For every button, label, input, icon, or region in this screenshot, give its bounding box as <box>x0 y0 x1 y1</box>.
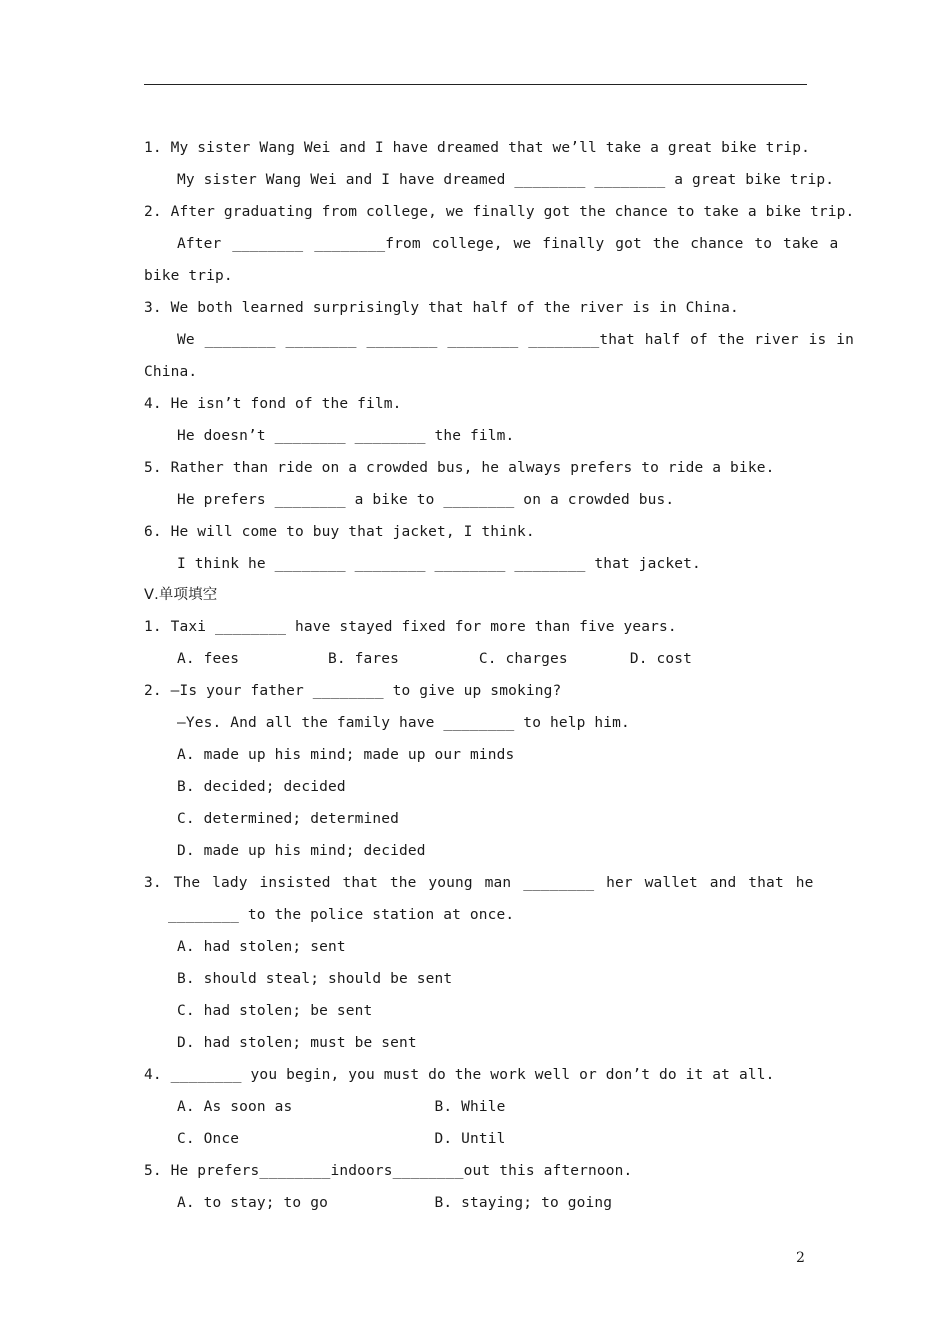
option-line: B. should steal; should be sent <box>177 971 453 987</box>
text-line: He prefers ________ a bike to ________ on a crowded bus. <box>177 492 675 508</box>
options-line: A. to stay; to go B. staying; to going <box>177 1195 613 1211</box>
page-number: 2 <box>796 1250 805 1266</box>
text-line: 2. —Is your father ________ to give up smoking? <box>144 683 562 699</box>
text-line: 3. We both learned surprisingly that half of the river is in China. <box>144 300 739 316</box>
options-line: C. Once D. Until <box>177 1131 506 1147</box>
options-line: A. As soon as B. While <box>177 1099 506 1115</box>
text-line: My sister Wang Wei and I have dreamed ________ ________ a great bike trip. <box>177 172 835 188</box>
text-line: 1. My sister Wang Wei and I have dreamed that we’ll take a great bike trip. <box>144 140 810 156</box>
text-line: 2. After graduating from college, we finally got the chance to take a bike trip. <box>144 204 855 220</box>
text-line: After ________ ________from college, we finally got the chance to take a <box>177 236 839 252</box>
option-line: A. made up his mind; made up our minds <box>177 747 515 763</box>
text-line: 5. He prefers________indoors________out this afternoon. <box>144 1163 633 1179</box>
header-rule <box>144 84 807 85</box>
text-line: I think he ________ ________ ________ ________ that jacket. <box>177 556 701 572</box>
text-line: He doesn’t ________ ________ the film. <box>177 428 515 444</box>
text-line: 5. Rather than ride on a crowded bus, he always prefers to ride a bike. <box>144 460 775 476</box>
text-line: 6. He will come to buy that jacket, I think. <box>144 524 535 540</box>
options-line: A. fees B. fares C. charges D. cost <box>177 651 693 667</box>
section-heading: Ⅴ.单项填空 <box>144 587 218 603</box>
text-line: 1. Taxi ________ have stayed fixed for more than five years. <box>144 619 677 635</box>
text-line: We ________ ________ ________ ________ ________that half of the river is in <box>177 332 854 348</box>
text-line: China. <box>144 364 198 380</box>
option-line: D. had stolen; must be sent <box>177 1035 417 1051</box>
option-line: B. decided; decided <box>177 779 346 795</box>
text-line: bike trip. <box>144 268 233 284</box>
text-line: 4. ________ you begin, you must do the work well or don’t do it at all. <box>144 1067 775 1083</box>
option-line: C. had stolen; be sent <box>177 1003 373 1019</box>
text-line: ________ to the police station at once. <box>168 907 515 923</box>
text-line: 3. The lady insisted that the young man ________ her wallet and that he <box>144 875 814 891</box>
text-line: 4. He isn’t fond of the film. <box>144 396 402 412</box>
option-line: A. had stolen; sent <box>177 939 346 955</box>
option-line: D. made up his mind; decided <box>177 843 426 859</box>
option-line: C. determined; determined <box>177 811 399 827</box>
text-line: —Yes. And all the family have ________ to help him. <box>177 715 630 731</box>
